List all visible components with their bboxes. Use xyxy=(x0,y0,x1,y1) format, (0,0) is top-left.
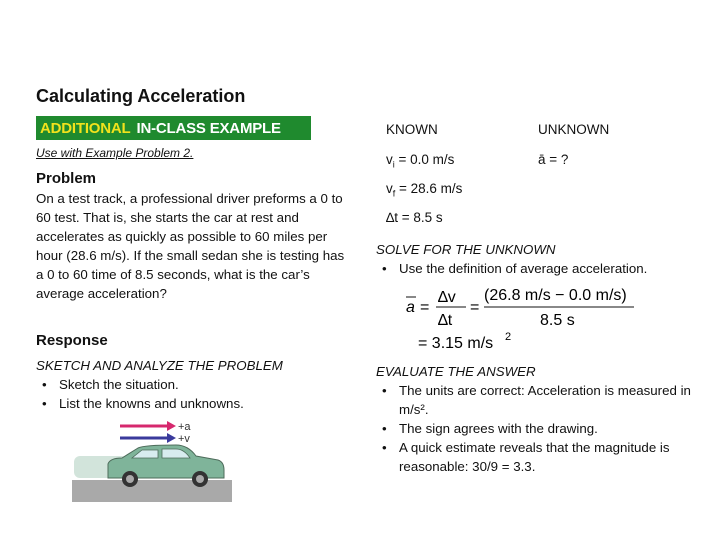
banner-part2: IN-CLASS EXAMPLE xyxy=(136,119,281,137)
sketch-list xyxy=(36,375,356,413)
eq-den1: ∆t xyxy=(438,312,453,329)
solve-item: • Use the definition of average acceleration. xyxy=(376,259,706,278)
eq-lhs: a xyxy=(406,299,415,316)
known-vf xyxy=(386,181,462,199)
evaluate-item: • A quick estimate reveals that the magnitude is reasonable: 30/9 = 3.3. xyxy=(376,438,706,476)
solve-list xyxy=(376,259,706,278)
velocity-arrowhead xyxy=(167,433,176,443)
page-title: Calculating Acceleration xyxy=(36,86,246,106)
eq-den2: 8.5 s xyxy=(540,312,575,329)
in-class-example-banner xyxy=(36,116,311,140)
eq-equals-2: = xyxy=(470,299,480,316)
motion-vectors xyxy=(120,421,191,445)
vi-value: = 0.0 m/s xyxy=(394,152,455,167)
vf-value: = 28.6 m/s xyxy=(395,181,463,196)
car-diagram xyxy=(72,418,232,502)
eq-equals-1: = xyxy=(420,299,430,316)
sketch-item: • List the knowns and unknowns. xyxy=(36,394,356,413)
acceleration-equation xyxy=(404,284,644,358)
acceleration-label: +a xyxy=(178,421,191,433)
unknown-a: ā = ? xyxy=(538,152,569,167)
solve-heading: SOLVE FOR THE UNKNOWN xyxy=(376,242,556,257)
eq-num1: ∆v xyxy=(438,289,456,306)
problem-heading: Problem xyxy=(36,170,97,187)
acceleration-arrowhead xyxy=(167,421,176,431)
vf-symbol: v xyxy=(386,181,393,196)
eq-num2: (26.8 m/s − 0.0 m/s) xyxy=(484,287,627,304)
evaluate-item: • The sign agrees with the drawing. xyxy=(376,419,706,438)
eq-result-exp: 2 xyxy=(505,331,512,343)
velocity-label: +v xyxy=(178,433,190,445)
known-heading: KNOWN xyxy=(386,122,438,137)
vi-sub: i xyxy=(392,159,395,170)
solve-section xyxy=(376,240,706,278)
sketch-section xyxy=(36,356,356,413)
eq-result: = 3.15 m/s xyxy=(418,335,494,352)
evaluate-heading: EVALUATE THE ANSWER xyxy=(376,364,536,379)
evaluate-item: • The units are correct: Acceleration is measured in m/s². xyxy=(376,381,706,419)
road xyxy=(72,480,232,502)
response-heading: Response xyxy=(36,332,108,349)
known-vi xyxy=(386,152,454,170)
problem-text: On a test track, a professional driver preforms a 0 to 60 test. That is, she starts the car at rest and accelerates as quickly as possible to 60 miles per hour (28.6 m/s). If the small sedan she is testing has a 0 to 60 time of 8.5 seconds, what is the car’s average acceleration? xyxy=(36,191,345,301)
evaluate-section xyxy=(376,362,706,476)
vf-sub: f xyxy=(392,188,396,199)
banner-part1: ADDITIONAL xyxy=(40,119,131,137)
known-dt: ∆t = 8.5 s xyxy=(386,210,443,225)
evaluate-list xyxy=(376,381,706,476)
sketch-heading: SKETCH AND ANALYZE THE PROBLEM xyxy=(36,358,283,373)
example-reference: Use with Example Problem 2. xyxy=(36,146,194,160)
vi-symbol: v xyxy=(386,152,393,167)
unknown-heading: UNKNOWN xyxy=(538,122,610,137)
sketch-item: • Sketch the situation. xyxy=(36,375,356,394)
